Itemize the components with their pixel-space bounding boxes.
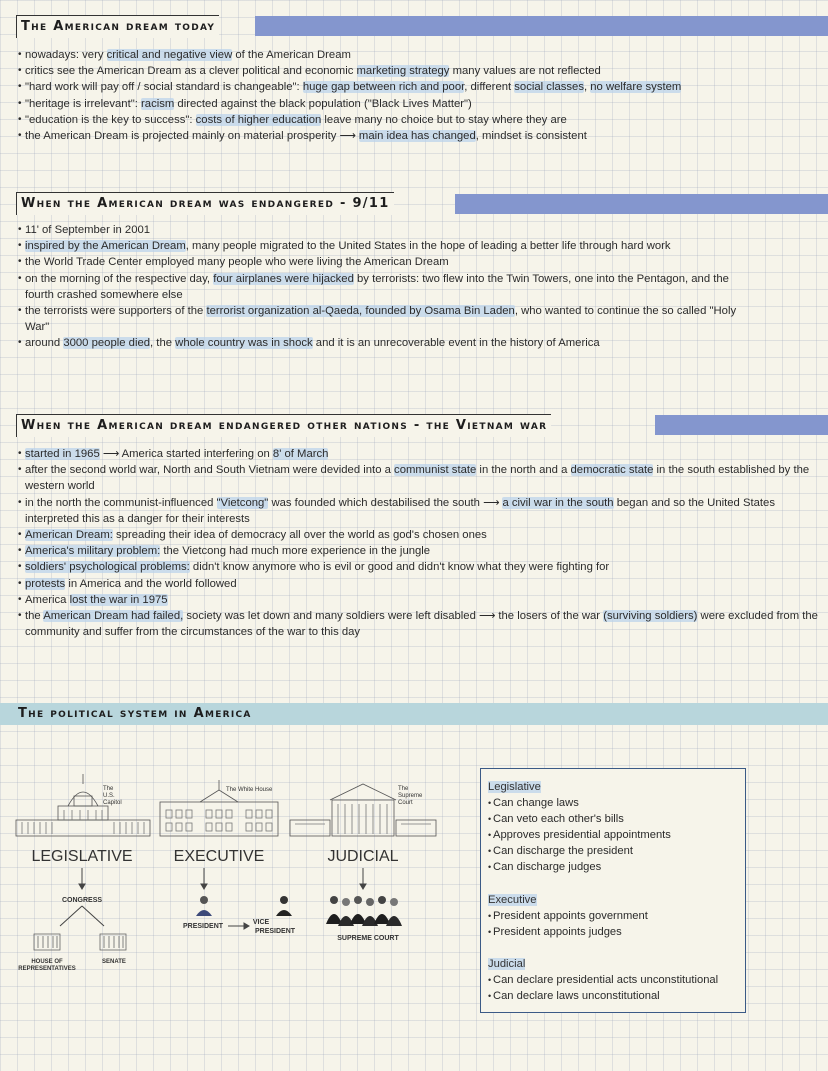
supreme-court-justices-icon (326, 896, 402, 926)
bullet-item: • soldiers' psychological problems: didn't know anymore who is evil or good and didn't know what they were fighting for (18, 559, 826, 575)
bullet-item: • nowadays: very critical and negative view of the American Dream (18, 47, 818, 63)
executive-powers-list (488, 908, 648, 940)
bullet-item: • around 3000 people died, the whole country was in shock and it is an unrecoverable event in the history of America (18, 335, 748, 351)
bullet-item: • the American Dream is projected mainly on material prosperity ⟶ main idea has changed, mindset is consistent (18, 128, 818, 144)
power-item: • Can veto each other's bills (488, 811, 671, 827)
highlighted-text: started in 1965 (25, 448, 100, 460)
power-item: • President appoints judges (488, 924, 648, 940)
bullet-item: • "hard work will pay off / social standard is changeable": huge gap between rich and poor, different social classes, no welfare system (18, 79, 818, 95)
highlighted-text: 3000 people died (63, 337, 151, 350)
highlighted-text: "Vietcong" (216, 496, 269, 509)
highlighted-text: main idea has changed (358, 130, 476, 143)
bullet-item: • inspired by the American Dream, many people migrated to the United States in the hope of leading a better life through hard work (18, 238, 748, 254)
bullet-item: • the American Dream had failed, society was let down and many soldiers were left disabled ⟶ the losers of the war (surviving soldiers) were excluded from the community and suffer from the circumstances of the war to this day (18, 608, 826, 640)
vice-president-figure-icon (276, 896, 292, 916)
section3-list (18, 446, 826, 640)
vice-president-label-2: PRESIDENT (254, 928, 296, 935)
house-icon (34, 934, 60, 950)
highlighted-text: protests (25, 577, 66, 590)
court-caption-1: The (398, 786, 409, 792)
highlighted-text: 8' of March (272, 448, 329, 460)
bullet-item: • "education is the key to success": costs of higher education leave many no choice but to stay where they are (18, 112, 818, 128)
vice-president-label-1: VICE (252, 919, 270, 926)
capitol-caption-1: The (103, 786, 114, 792)
highlighted-text: whole country was in shock (175, 337, 313, 350)
bullet-item: • protests in America and the world followed (18, 576, 826, 592)
legislative-powers (488, 779, 671, 875)
legislative-powers-heading: Legislative (488, 781, 541, 793)
highlighted-text: communist state (394, 464, 477, 477)
section-bar-2 (455, 194, 828, 214)
highlighted-text: social classes (514, 81, 584, 94)
white-house-caption: The White House (226, 787, 273, 793)
highlighted-text: American Dream: (25, 529, 113, 542)
highlighted-text: huge gap between rich and poor (302, 81, 465, 94)
bullet-item: • after the second world war, North and South Vietnam were devided into a communist state in the north and a democratic state in the south established by the western world (18, 462, 826, 494)
section-bar-3 (655, 415, 828, 435)
power-item: • Can change laws (488, 795, 671, 811)
president-figure-icon (196, 896, 212, 916)
power-item: • Can discharge judges (488, 859, 671, 875)
highlighted-text: costs of higher education (195, 113, 322, 126)
supreme-court-icon (290, 784, 436, 836)
highlighted-text: soldiers' psychological problems: (25, 561, 190, 574)
powers-info-box (480, 768, 746, 1013)
bullet-item: • the terrorists were supporters of the terrorist organization al-Qaeda, founded by Osama Bin Laden, who wanted to continue the so called "Holy War" (18, 303, 748, 335)
power-item: • Can declare laws unconstitutional (488, 988, 718, 1004)
judicial-powers-list (488, 972, 718, 1004)
house-label-2: REPRESENTATIVES (18, 966, 76, 972)
bullet-item: • "heritage is irrelevant": racism directed against the black population ("Black Lives Matter") (18, 96, 818, 112)
highlighted-text: lost the war in 1975 (69, 593, 168, 606)
section-title-vietnam: When the American dream endangered other nations - the Vietnam war (16, 414, 551, 437)
senate-icon (100, 934, 126, 950)
president-label: PRESIDENT (182, 923, 224, 930)
bullet-item: • 11' of September in 2001 (18, 222, 748, 238)
section-bar-1 (255, 16, 828, 36)
judicial-powers (488, 956, 718, 1004)
bullet-item: • critics see the American Dream as a clever political and economic marketing strategy many values are not reflected (18, 63, 818, 79)
court-caption-3: Court (398, 800, 413, 806)
executive-powers-heading: Executive (488, 894, 537, 906)
executive-label: EXECUTIVE (173, 848, 265, 865)
bullet-item: • on the morning of the respective day, four airplanes were hijacked by terrorists: two flew into the Twin Towers, one into the Pentagon, and the fourth crashed somewhere else (18, 271, 748, 303)
highlighted-text: a civil war in the south (502, 496, 614, 509)
section2-list (18, 222, 748, 352)
legislative-label: LEGISLATIVE (31, 848, 133, 865)
bullet-item: • American Dream: spreading their idea of democracy all over the world as god's chosen ones (18, 527, 826, 543)
section1-list (18, 47, 818, 144)
highlighted-text: America's military problem: (25, 545, 161, 558)
power-item: • Can discharge the president (488, 843, 671, 859)
section-title-911: When the American dream was endangered - 9/11 (16, 192, 394, 215)
power-item: • President appoints government (488, 908, 648, 924)
section-title-political-system: The political system in America (18, 706, 252, 721)
court-caption-2: Supreme (398, 793, 423, 799)
highlighted-text: four airplanes were hijacked (213, 272, 354, 285)
judicial-label: JUDICIAL (327, 848, 399, 865)
bullet-item: • in the north the communist-influenced "Vietcong" was founded which destabilised the south ⟶ a civil war in the south began and so the United States interpreted this as a danger for their interests (18, 495, 826, 527)
supreme-court-label: SUPREME COURT (337, 935, 399, 942)
capitol-caption-3: Capitol (103, 800, 122, 806)
bullet-item: • America lost the war in 1975 (18, 592, 826, 608)
congress-label: CONGRESS (61, 897, 103, 904)
highlighted-text: democratic state (570, 464, 654, 477)
senate-label: SENATE (102, 959, 126, 965)
highlighted-text: racism (141, 97, 175, 110)
highlighted-text: marketing strategy (356, 65, 450, 78)
legislative-powers-list (488, 795, 671, 875)
highlighted-text: American Dream had failed, (43, 610, 184, 623)
capitol-caption-2: U.S. (103, 793, 115, 799)
bullet-item: • the World Trade Center employed many people who were living the American Dream (18, 254, 748, 270)
highlighted-text: no welfare system (590, 81, 682, 94)
bullet-item: • started in 1965 ⟶ America started interfering on 8' of March (18, 446, 826, 462)
executive-powers (488, 892, 648, 940)
house-label-1: HOUSE OF (31, 959, 63, 965)
highlighted-text: terrorist organization al-Qaeda, founded by Osama Bin Laden (206, 305, 515, 318)
power-item: • Can declare presidential acts unconstitutional (488, 972, 718, 988)
highlighted-text: (surviving soldiers) (603, 610, 698, 623)
political-system-diagram (0, 760, 470, 1060)
highlighted-text: inspired by the American Dream (25, 240, 186, 253)
power-item: • Approves presidential appointments (488, 827, 671, 843)
capitol-building-icon (16, 774, 150, 836)
judicial-powers-heading: Judicial (488, 958, 526, 970)
section-title-american-dream-today: The American dream today (16, 15, 219, 38)
bullet-item: • America's military problem: the Vietcong had much more experience in the jungle (18, 543, 826, 559)
highlighted-text: critical and negative view (106, 49, 233, 61)
